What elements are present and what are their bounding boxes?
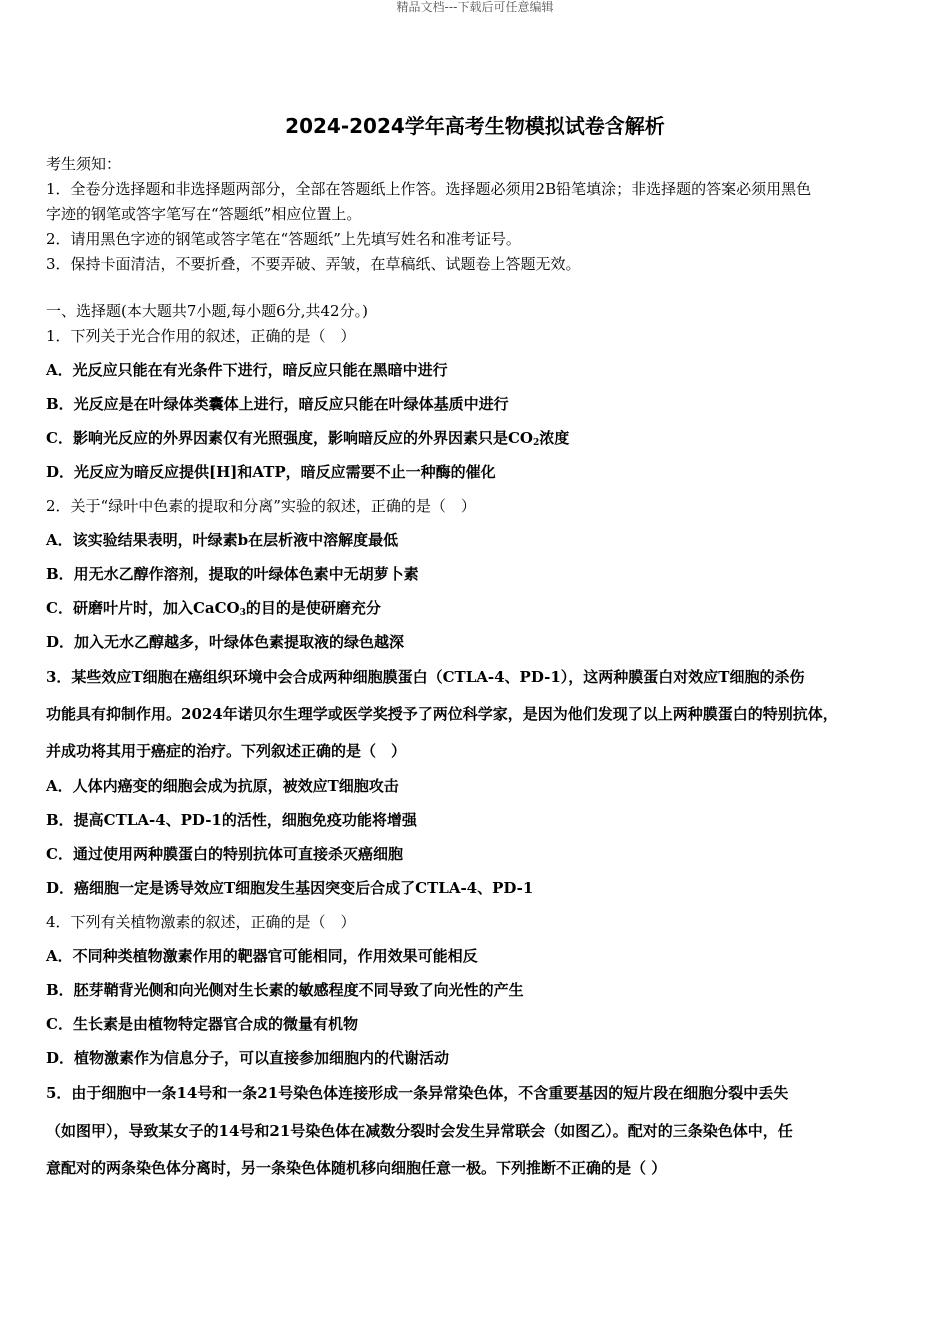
question-stem-3-line2: 功能具有抑制作用。2024年诺贝尔生理学或医学奖授予了两位科学家，是因为他们发现了以上两种膜蛋白的特别抗体，	[46, 705, 838, 723]
q1-option-c-text: C．影响光反应的外界因素仅有光照强度，影响暗反应的外界因素只是CO	[46, 429, 533, 447]
subscript: 3	[239, 608, 246, 618]
question-stem-5-line3: 意配对的两条染色体分离时，另一条染色体随机移向细胞任意一极。下列推断不正确的是（ ）	[46, 1159, 667, 1177]
question-stem-5-line1: 5．由于细胞中一条14号和一条21号染色体连接形成一条异常染色体，不含重要基因的短片段在细胞分裂中丢失	[46, 1084, 789, 1102]
q3-option-b: B．提高CTLA-4、PD-1的活性，细胞免疫功能将增强	[46, 811, 417, 829]
q1-option-a: A．光反应只能在有光条件下进行，暗反应只能在黑暗中进行	[46, 361, 448, 379]
notice-block	[46, 152, 906, 277]
q3-option-c: C．通过使用两种膜蛋白的特别抗体可直接杀灭癌细胞	[46, 845, 403, 863]
q4-option-d: D．植物激素作为信息分子，可以直接参加细胞内的代谢活动	[46, 1049, 450, 1067]
question-stem-3-line1: 3．某些效应T细胞在癌组织环境中会合成两种细胞膜蛋白（CTLA-4、PD-1），这两种膜蛋白对效应T细胞的杀伤	[46, 668, 805, 686]
notice-heading: 考生须知：	[46, 155, 122, 173]
section-heading: 一、选择题(本大题共7小题,每小题6分,共42分。)	[46, 302, 368, 320]
q2-option-a: A．该实验结果表明，叶绿素b在层析液中溶解度最低	[46, 531, 399, 549]
q1-option-c-tail: 浓度	[539, 429, 570, 447]
question-stem-2: 2．关于“绿叶中色素的提取和分离”实验的叙述，正确的是（ ）	[46, 497, 476, 515]
q3-option-a: A．人体内癌变的细胞会成为抗原，被效应T细胞攻击	[46, 777, 399, 795]
notice-item: 2．请用黑色字迹的钢笔或答字笔在“答题纸”上先填写姓名和准考证号。	[46, 230, 521, 248]
q2-option-b: B．用无水乙醇作溶剂，提取的叶绿体色素中无胡萝卜素	[46, 565, 419, 583]
q2-option-c-text: C．研磨叶片时，加入CaCO	[46, 599, 240, 617]
notice-item: 3．保持卡面清洁，不要折叠，不要弄破、弄皱，在草稿纸、试题卷上答题无效。	[46, 255, 581, 273]
header-note: 精品文档---下载后可任意编辑	[396, 0, 554, 14]
q2-option-c-tail: 的目的是使研磨充分	[245, 599, 381, 617]
notice-item: 字迹的钢笔或答字笔写在“答题纸”相应位置上。	[46, 205, 362, 223]
q2-option-c	[46, 598, 911, 618]
notice-item: 1．全卷分选择题和非选择题两部分，全部在答题纸上作答。选择题必须用2B铅笔填涂；非选择题的答案必须用黑色	[46, 180, 812, 198]
q4-option-c: C．生长素是由植物特定器官合成的微量有机物	[46, 1015, 358, 1033]
question-stem-5-line2: （如图甲），导致某女子的14号和21号染色体在减数分裂时会发生异常联会（如图乙）。配对的三条染色体中，任	[46, 1122, 793, 1140]
page-title: 2024-2024学年高考生物模拟试卷含解析	[285, 114, 665, 138]
question-stem-4: 4．下列有关植物激素的叙述，正确的是（ ）	[46, 913, 356, 931]
question-stem-1: 1．下列关于光合作用的叙述，正确的是（ ）	[46, 327, 356, 345]
q3-option-d: D．癌细胞一定是诱导效应T细胞发生基因突变后合成了CTLA-4、PD-1	[46, 879, 534, 897]
q1-option-c	[46, 428, 911, 448]
q1-option-b: B．光反应是在叶绿体类囊体上进行，暗反应只能在叶绿体基质中进行	[46, 395, 509, 413]
q4-option-a: A．不同种类植物激素作用的靶器官可能相同，作用效果可能相反	[46, 947, 478, 965]
q2-option-d: D．加入无水乙醇越多，叶绿体色素提取液的绿色越深	[46, 633, 405, 651]
subscript: 2	[532, 438, 540, 448]
q1-option-d: D．光反应为暗反应提供[H]和ATP，暗反应需要不止一种酶的催化	[46, 463, 496, 481]
q4-option-b: B．胚芽鞘背光侧和向光侧对生长素的敏感程度不同导致了向光性的产生	[46, 981, 524, 999]
question-stem-3-line3: 并成功将其用于癌症的治疗。下列叙述正确的是（ ）	[46, 742, 407, 760]
